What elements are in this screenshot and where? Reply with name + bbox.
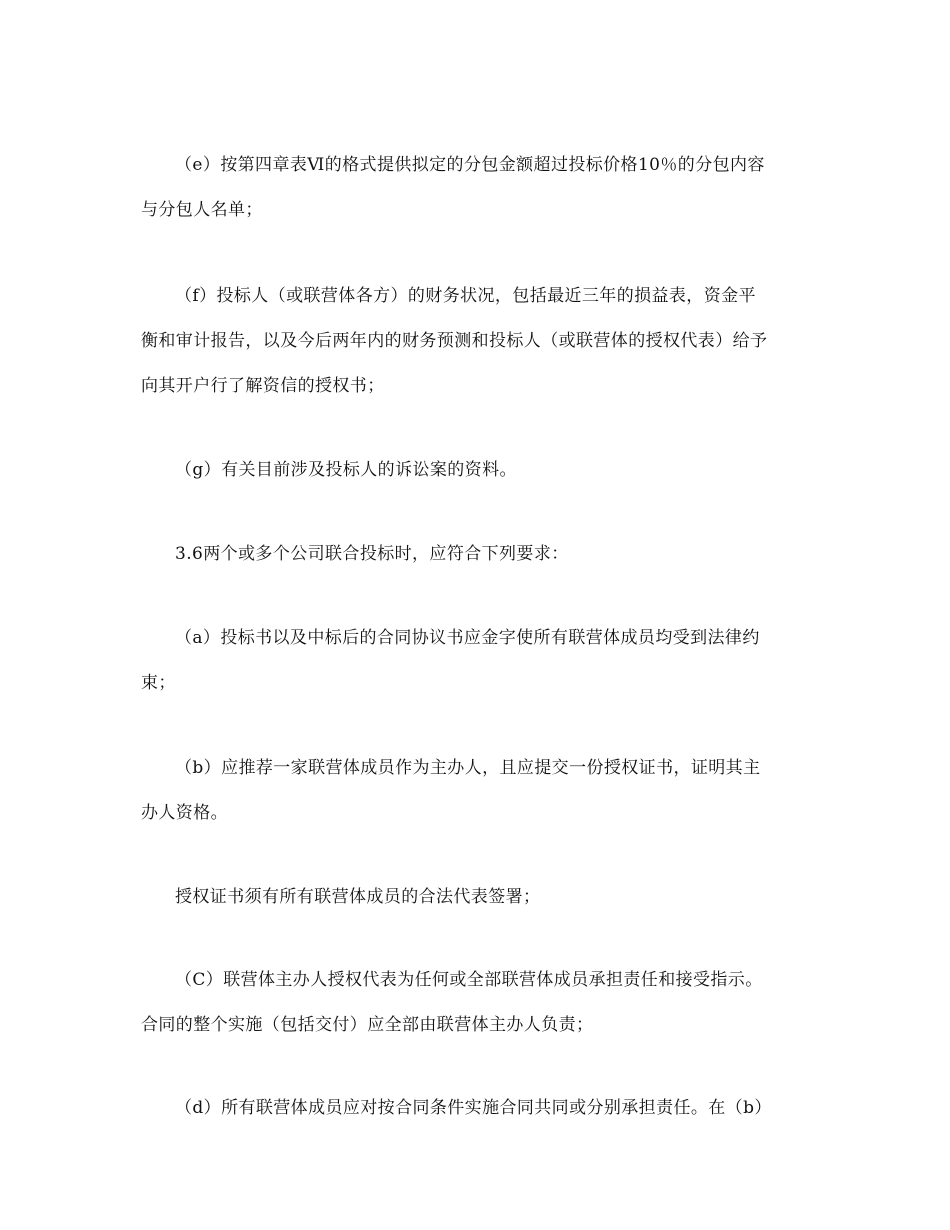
clause-e-paragraph [141,143,821,233]
clause-a-line-2: 束； [141,673,176,693]
clause-f-line-3: 向其开户行了解资信的授权书； [141,376,385,396]
clause-b-line-1: （b）应推荐一家联营体成员作为主办人，且应提交一份授权证书，证明其主 [175,758,761,778]
clause-e-line-1: （e）按第四章表Ⅵ的格式提供拟定的分包金额超过投标价格10％的分包内容 [175,155,765,175]
clause-e-line-2: 与分包人名单； [141,200,263,220]
clause-f-paragraph [141,274,821,409]
clause-d-paragraph [141,1086,821,1131]
clause-g-paragraph [141,448,821,493]
clause-a-line-1: （a）投标书以及中标后的合同协议书应金字使所有联营体成员均受到法律约 [175,628,760,648]
authorization-line-1: 授权证书须有所有联营体成员的合法代表签署； [175,887,541,907]
clause-f-line-1: （f）投标人（或联营体各方）的财务状况，包括最近三年的损益表，资金平 [175,286,756,306]
section-3-6-heading [141,532,821,577]
clause-a-paragraph [141,616,821,706]
clause-d-line-1: （d）所有联营体成员应对按合同条件实施合同共同或分别承担责任。在（b） [175,1098,772,1118]
authorization-note [141,875,821,920]
clause-c-line-1: （C）联营体主办人授权代表为任何或全部联营体成员承担责任和接受指示。 [175,970,763,990]
section-3-6-line-1: 3.6两个或多个公司联合投标时，应符合下列要求： [175,544,569,564]
clause-b-line-2: 办人资格。 [141,803,228,823]
clause-g-line-1: （g）有关目前涉及投标人的诉讼案的资料。 [175,460,517,480]
clause-f-line-2: 衡和审计报告，以及今后两年内的财务预测和投标人（或联营体的授权代表）给予 [141,331,768,351]
clause-c-line-2: 合同的整个实施（包括交付）应全部由联营体主办人负责； [141,1015,594,1035]
clause-c-paragraph [141,958,821,1048]
clause-b-paragraph [141,746,821,836]
